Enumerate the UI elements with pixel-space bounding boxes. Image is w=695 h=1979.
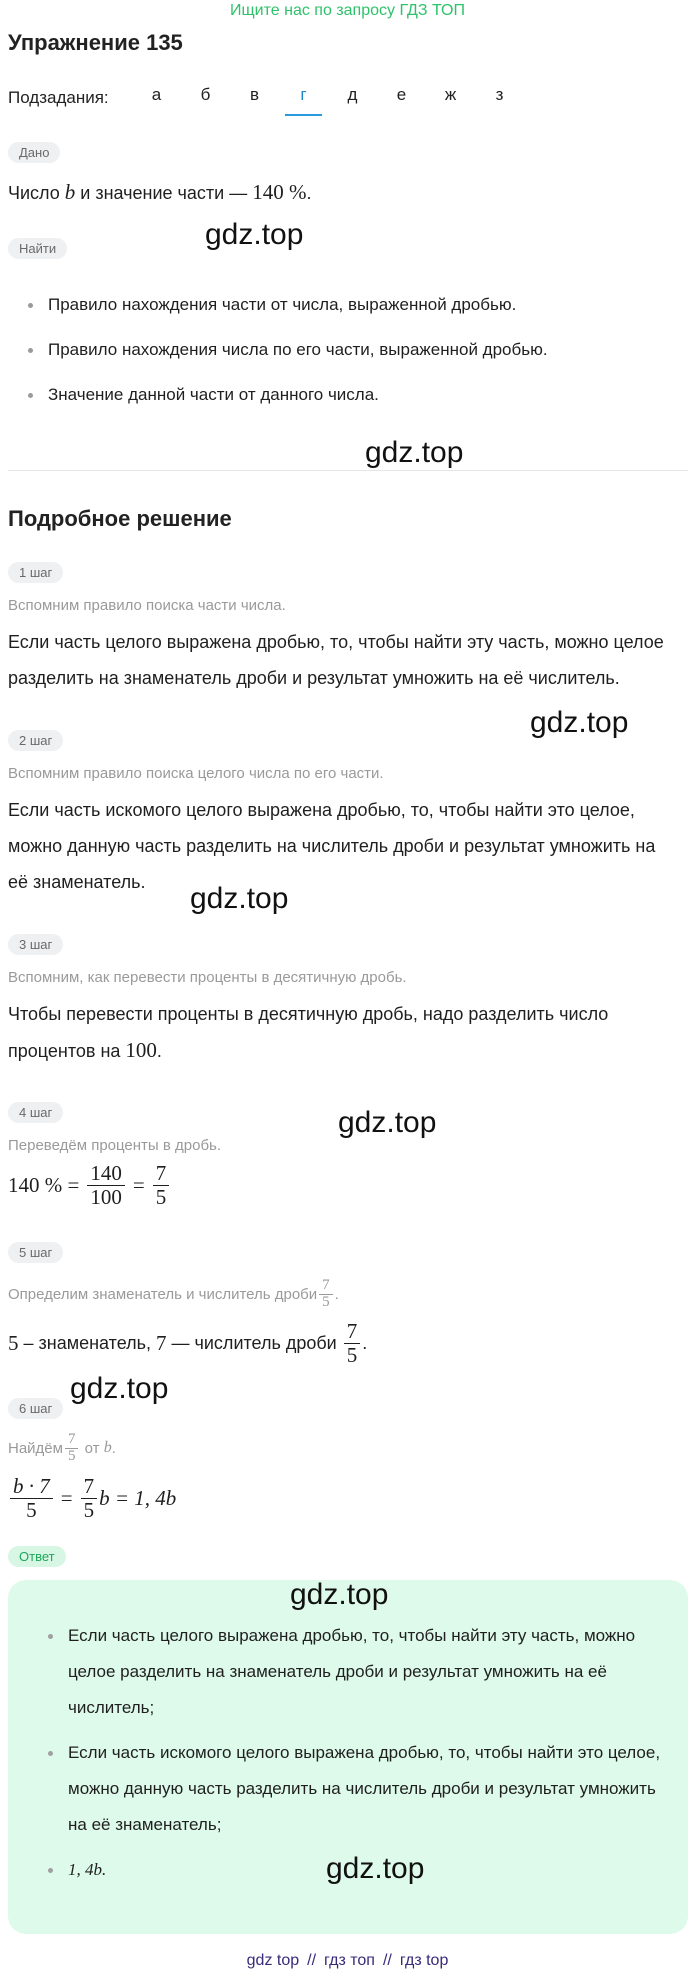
find-item: Правило нахождения числа по его части, выраженной дробью.	[24, 339, 548, 384]
number: 5	[8, 1330, 19, 1355]
subtask-tab-zh[interactable]: ж	[444, 85, 457, 104]
subtask-tab-a[interactable]: а	[151, 85, 162, 104]
fraction	[87, 1162, 125, 1207]
find-item: Правило нахождения части от числа, выраженной дробью.	[24, 294, 548, 339]
subtask-tab-z[interactable]: з	[495, 85, 504, 104]
fraction	[153, 1162, 170, 1207]
step-1-hint: Вспомним правило поиска части числа.	[8, 597, 286, 614]
divider	[8, 470, 688, 471]
given-text-after: .	[306, 183, 312, 203]
fraction-numerator: b · 7	[10, 1475, 53, 1498]
step-4-badge: 4 шаг	[8, 1102, 63, 1123]
subtask-tab-d[interactable]: д	[347, 85, 358, 104]
watermark: gdz.top	[530, 706, 629, 739]
subtasks-label: Подзадания:	[8, 88, 109, 107]
solution-title: Подробное решение	[8, 506, 232, 531]
footer-separator: //	[382, 1952, 392, 1969]
fraction-denominator: 5	[346, 1342, 358, 1367]
footer	[0, 1952, 695, 1970]
step-6-hint-var: b	[103, 1439, 112, 1456]
step-4-expression	[8, 1160, 171, 1210]
step-3-badge: 3 шаг	[8, 934, 63, 955]
step-3-number: 100	[125, 1038, 157, 1062]
step-5-text: — числитель дроби	[166, 1332, 342, 1353]
watermark: gdz.top	[205, 218, 304, 251]
footer-link[interactable]: гдз топ	[324, 1952, 375, 1969]
equals-sign: =	[60, 1485, 73, 1510]
step-1-line: Если часть целого выражена дробью, то, чтобы найти эту часть, можно целое	[8, 632, 664, 652]
answer-item: Если часть целого выражена дробью, то, чтобы найти эту часть, можно целое разделить на знаменатель дроби и результат умножить на её числитель;	[42, 1618, 662, 1726]
step-2-line: можно данную часть разделить на числитель дроби и результат умножить на	[8, 836, 656, 856]
fraction-denominator: 100	[90, 1184, 122, 1209]
number: 7	[156, 1330, 167, 1355]
subtask-tab-v[interactable]: в	[249, 85, 260, 104]
step-3-line: Чтобы перевести проценты в десятичную дробь, надо разделить число	[8, 1004, 609, 1024]
fraction-denominator: 5	[155, 1184, 167, 1209]
subtasks-nav	[8, 80, 524, 116]
step-5-end: .	[362, 1332, 368, 1353]
footer-separator: //	[307, 1952, 317, 1969]
step-2-badge: 2 шаг	[8, 730, 63, 751]
step-3-line	[8, 1032, 688, 1069]
step-2-line: Если часть искомого целого выражена дробью, то, чтобы найти это целое,	[8, 800, 635, 820]
step-1-line: разделить на знаменатель дроби и результат умножить на её числитель.	[8, 668, 620, 688]
fraction	[344, 1320, 361, 1365]
fraction	[10, 1475, 53, 1520]
given-text	[8, 174, 688, 211]
fraction-numerator: 7	[65, 1432, 79, 1449]
subtask-tab-e[interactable]: е	[396, 85, 407, 104]
footer-link[interactable]: гдз top	[399, 1952, 449, 1969]
find-badge: Найти	[8, 238, 67, 259]
page-title: Упражнение 135	[8, 30, 183, 55]
search-banner: Ищите нас по запросу ГДЗ ТОП	[230, 2, 465, 19]
fraction-denominator: 5	[322, 1293, 330, 1310]
fraction-numerator: 140	[87, 1162, 125, 1185]
step-3-text: процентов на	[8, 1041, 126, 1061]
step-5-line	[8, 1318, 367, 1368]
step-4-expr-left: 140 % =	[8, 1172, 80, 1197]
fraction-numerator: 7	[344, 1320, 361, 1343]
fraction-denominator: 5	[67, 1447, 76, 1464]
fraction	[319, 1278, 333, 1311]
step-3-hint: Вспомним, как перевести проценты в десятичную дробь.	[8, 969, 407, 986]
step-2-hint: Вспомним правило поиска целого числа по его части.	[8, 765, 384, 782]
fraction-numerator: 7	[153, 1162, 170, 1185]
step-5-hint-text: Определим знаменатель и числитель дроби	[8, 1285, 318, 1303]
step-4-hint: Переведём проценты в дробь.	[8, 1137, 222, 1154]
answer-item: Если часть искомого целого выражена дробью, то, чтобы найти это целое, можно данную часть разделить на числитель дроби и результат умножить на её знаменатель;	[42, 1735, 662, 1843]
step-6-expr-tail: b = 1, 4b	[99, 1485, 177, 1510]
given-badge: Дано	[8, 142, 60, 163]
fraction-denominator: 5	[83, 1497, 95, 1522]
step-5-text: – знаменатель,	[18, 1332, 156, 1353]
footer-link[interactable]: gdz top	[246, 1952, 300, 1969]
find-list	[24, 294, 548, 429]
watermark: gdz.top	[190, 882, 289, 915]
step-6-expression	[8, 1472, 176, 1524]
step-5-hint	[8, 1270, 339, 1318]
step-3-end: .	[156, 1041, 162, 1061]
given-percent: 140 %	[252, 180, 307, 204]
step-6-badge: 6 шаг	[8, 1398, 63, 1419]
step-5-badge: 5 шаг	[8, 1242, 63, 1263]
fraction-numerator: 7	[319, 1278, 333, 1295]
find-item: Значение данной части от данного числа.	[24, 384, 548, 429]
step-6-hint-mid: от	[80, 1439, 104, 1457]
subtask-tab-b[interactable]: б	[200, 85, 211, 104]
step-6-hint-end: .	[111, 1439, 116, 1457]
answer-item: 1, 4b.	[42, 1852, 662, 1888]
step-2-line: её знаменатель.	[8, 872, 146, 892]
watermark: gdz.top	[338, 1106, 437, 1139]
fraction-denominator: 5	[26, 1497, 37, 1522]
step-5-hint-end: .	[334, 1285, 339, 1303]
watermark: gdz.top	[290, 1578, 389, 1611]
fraction	[65, 1432, 79, 1465]
step-6-hint-start: Найдём	[8, 1439, 63, 1457]
fraction	[81, 1475, 98, 1520]
equals-sign: =	[132, 1172, 145, 1197]
watermark: gdz.top	[70, 1372, 169, 1405]
given-text-before: Число	[8, 183, 65, 203]
step-1-badge: 1 шаг	[8, 562, 63, 583]
subtask-tab-g[interactable]: г	[279, 80, 328, 116]
given-text-mid: и значение части —	[75, 183, 253, 203]
watermark: gdz.top	[365, 436, 464, 469]
given-var-b: b	[64, 180, 76, 204]
fraction-numerator: 7	[81, 1475, 98, 1498]
answer-badge: Ответ	[8, 1546, 66, 1567]
watermark: gdz.top	[326, 1852, 425, 1885]
step-6-hint	[8, 1426, 116, 1470]
